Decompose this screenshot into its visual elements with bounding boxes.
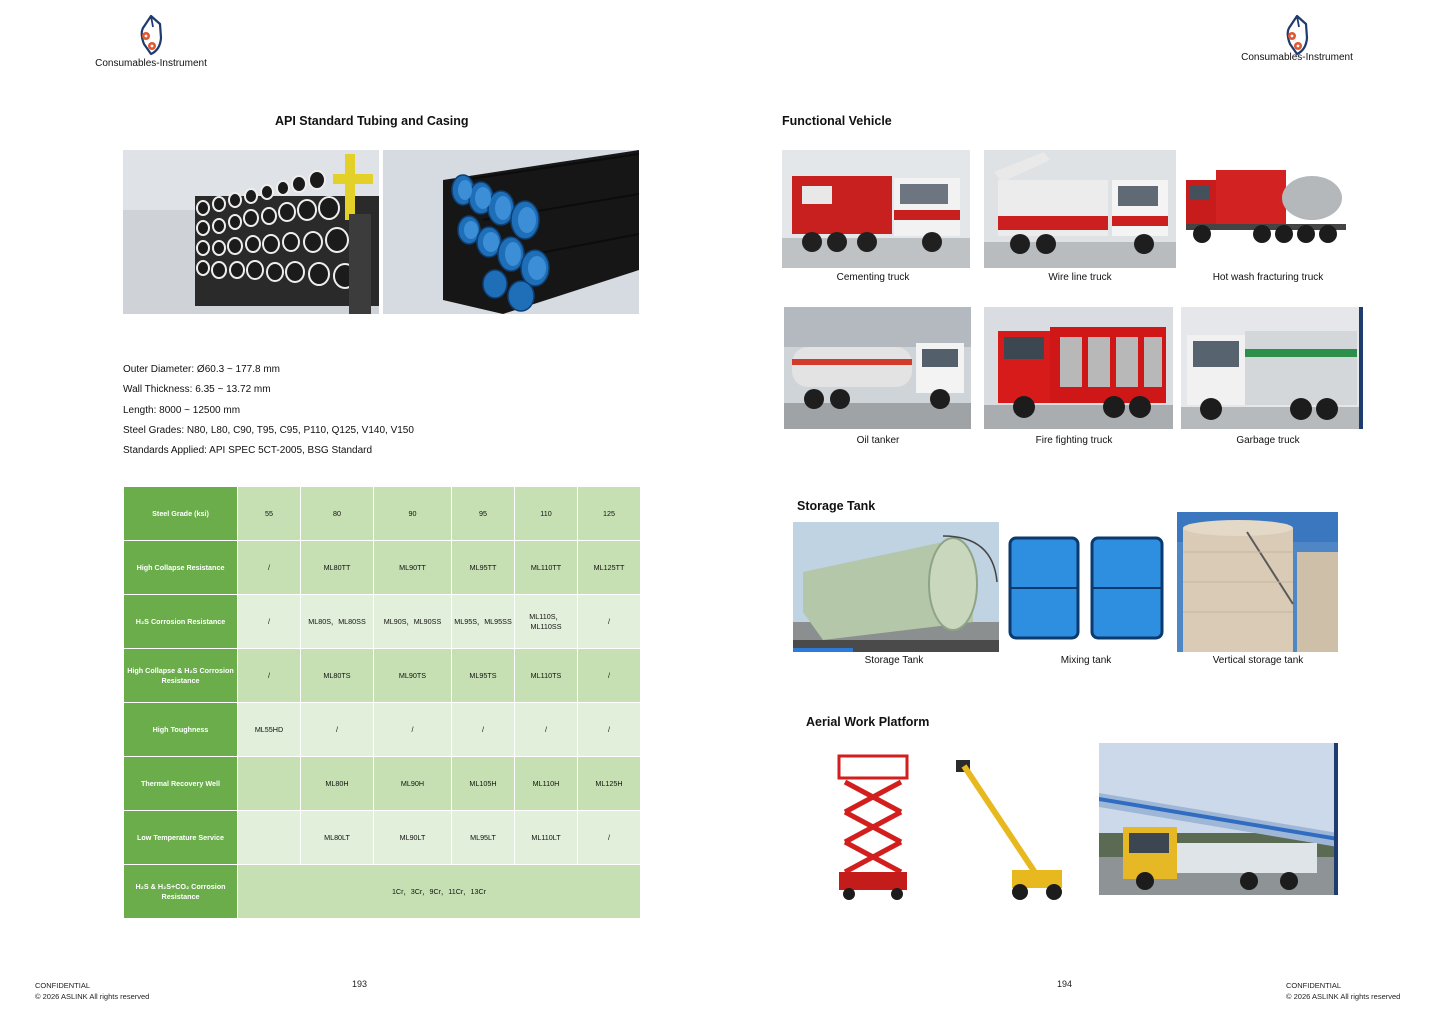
casing-pipes-photo [383,150,639,314]
steel-grade-table [123,486,641,919]
caption-storage-tank: Storage Tank [864,655,924,666]
caption-mixing-tank: Mixing tank [1060,655,1112,666]
grade-header: 95 [452,487,515,541]
table-row [124,595,641,649]
spec-standards: Standards Applied: API SPEC 5CT-2005, BSG Standard [123,445,373,457]
table-cell [238,811,301,865]
cementing-truck-photo [782,150,970,268]
table-cell: / [578,703,641,757]
section-title-aerial-work-platform: Aerial Work Platform [806,715,930,729]
caption-oil-tanker: Oil tanker [856,435,900,446]
table-cell: / [301,703,374,757]
brand-logo-icon [136,14,166,56]
table-cell: ML95TS [452,649,515,703]
row-label: High Collapse Resistance [124,541,238,595]
table-cell: / [578,649,641,703]
table-cell: ML90TT [374,541,452,595]
tubing-rack-photo [123,150,379,314]
garbage-truck-photo [1181,307,1363,429]
table-cell: ML95S，ML95SS [452,595,515,649]
spec-wall-thickness: Wall Thickness: 6.35 ~ 13.72 mm [123,384,271,396]
copyright-text: © 2026 ASLINK All rights reserved [35,992,150,1001]
table-cell: / [374,703,452,757]
table-cell: ML80LT [301,811,374,865]
fire-fighting-truck-photo [984,307,1173,429]
brand-logo-icon [1282,14,1312,56]
caption-cementing-truck: Cementing truck [836,272,910,283]
table-cell: / [452,703,515,757]
table-cell: / [578,811,641,865]
confidential-label: CONFIDENTIAL [35,981,91,990]
table-cell: ML80S，ML80SS [301,595,374,649]
table-cell: ML110S，ML110SS [515,595,578,649]
row-label: H₂S Corrosion Resistance [124,595,238,649]
section-title-storage-tank: Storage Tank [797,499,876,513]
table-cell: ML80TS [301,649,374,703]
row-label: Low Temperature Service [124,811,238,865]
spec-length: Length: 8000 ~ 12500 mm [123,404,241,416]
table-cell: ML55HD [238,703,301,757]
table-cell-merged: 1Cr，3Cr，9Cr，11Cr，13Cr [238,865,641,919]
table-cell: ML125H [578,757,641,811]
aerial-platform-truck-photo [1099,743,1338,895]
row-label: Thermal Recovery Well [124,757,238,811]
table-cell: / [515,703,578,757]
table-cell: ML80H [301,757,374,811]
page-number: 194 [1057,979,1073,989]
table-cell: ML105H [452,757,515,811]
table-row [124,649,641,703]
wire-line-truck-photo [984,150,1176,268]
section-title-functional-vehicle: Functional Vehicle [782,114,892,128]
table-header-row [124,487,641,541]
spec-steel-grades: Steel Grades: N80, L80, C90, T95, C95, P110, Q125, V140, V150 [123,424,414,436]
table-cell [238,757,301,811]
spec-outer-diameter: Outer Diameter: Ø60.3 ~ 177.8 mm [123,364,281,375]
scissor-lift-photo [833,750,913,902]
table-row [124,703,641,757]
brand-logo-text: Consumables-Instrument [95,58,207,69]
table-cell: ML110LT [515,811,578,865]
tubing-specs [123,360,414,461]
brand-logo [1242,14,1352,63]
right-page [720,0,1440,1020]
hot-wash-fracturing-truck-photo [1182,150,1354,268]
table-cell: ML90TS [374,649,452,703]
brand-logo-text: Consumables-Instrument [1241,52,1353,63]
table-row [124,865,641,919]
grade-header: 125 [578,487,641,541]
oil-tanker-photo [784,307,971,429]
copyright-text: © 2026 ASLINK All rights reserved [1286,992,1401,1001]
table-cell: ML110TT [515,541,578,595]
grade-header: 90 [374,487,452,541]
brand-logo [96,14,206,69]
grade-header: 80 [301,487,374,541]
storage-tank-photo [793,522,999,652]
table-cell: ML95TT [452,541,515,595]
table-cell: / [238,595,301,649]
table-row [124,757,641,811]
row-label: High Collapse & H₂S Corrosion Resistance [124,649,238,703]
confidential-label: CONFIDENTIAL [1286,981,1342,990]
table-cell: ML80TT [301,541,374,595]
table-cell: / [578,595,641,649]
table-header-label: Steel Grade (ksi) [124,487,238,541]
vertical-storage-tank-photo [1177,512,1338,652]
table-cell: / [238,541,301,595]
grade-header: 55 [238,487,301,541]
page-number: 193 [352,979,368,989]
table-cell: / [238,649,301,703]
footer-confidential [35,980,149,1002]
table-cell: ML90H [374,757,452,811]
grade-header: 110 [515,487,578,541]
mixing-tank-photo [1006,530,1168,642]
table-row [124,541,641,595]
section-title-tubing: API Standard Tubing and Casing [275,114,469,128]
footer-confidential [1286,980,1400,1002]
table-cell: ML90LT [374,811,452,865]
table-cell: ML95LT [452,811,515,865]
caption-wire-line-truck: Wire line truck [1048,272,1112,283]
caption-fire-fighting-truck: Fire fighting truck [1035,435,1113,446]
table-cell: ML90S，ML90SS [374,595,452,649]
table-cell: ML125TT [578,541,641,595]
row-label: High Toughness [124,703,238,757]
caption-hot-wash-fracturing-truck: Hot wash fracturing truck [1212,272,1324,283]
table-cell: ML110TS [515,649,578,703]
table-row [124,811,641,865]
caption-garbage-truck: Garbage truck [1236,435,1300,446]
caption-vertical-storage-tank: Vertical storage tank [1212,655,1304,666]
row-label: H₂S & H₂S+CO₂ Corrosion Resistance [124,865,238,919]
table-cell: ML110H [515,757,578,811]
boom-lift-photo [950,752,1072,902]
